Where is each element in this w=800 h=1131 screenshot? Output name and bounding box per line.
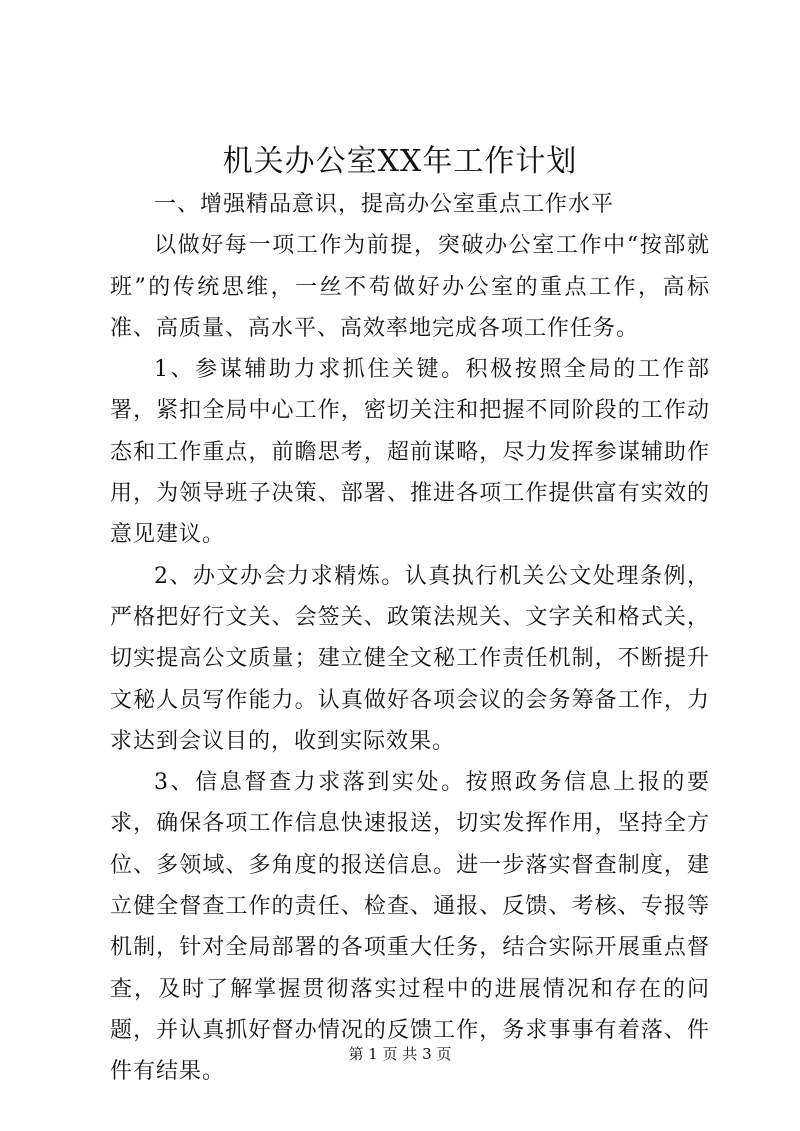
paragraph-item-3: 3、信息督查力求落到实处。按照政务信息上报的要求，确保各项工作信息快速报送，切实发挥作用，坚持全方位、多领域、多角度的报送信息。进一步落实督查制度，建立健全督查工作的责任、检查、通报、反馈、考核、专报等机制，针对全局部署的各项重大任务，结合实际开展重点督查，及时了解掌握贯彻落实过程中的进展情况和存在的问题，并认真抓好督办情况的反馈工作，务求事事有着落、件件有结果。 [110,770,710,1085]
paragraph-intro: 以做好每一项工作为前提，突破办公室工作中“按部就班”的传统思维，一丝不苟做好办公室的重点工作，高标准、高质量、高水平、高效率地完成各项工作任务。 [110,233,710,341]
document-title: 机关办公室XX年工作计划 [222,144,578,179]
paragraph-item-1: 1、参谋辅助力求抓住关键。积极按照全局的工作部署，紧扣全局中心工作，密切关注和把握不同阶段的工作动态和工作重点，前瞻思考，超前谋略，尽力发挥参谋辅助作用，为领导班子决策、部署、推进各项工作提供富有实效的意见建议。 [110,357,710,548]
page-footer: 第 1 页 共 3 页 [348,1045,452,1063]
document-body [110,184,710,1093]
paragraph-item-2: 2、办文办会力求精炼。认真执行机关公文处理条例，严格把好行文关、会签关、政策法规关、文字关和格式关，切实提高公文质量；建立健全文秘工作责任机制，不断提升文秘人员写作能力。认真做好各项会议的会务筹备工作，力求达到会议目的，收到实际效果。 [110,563,710,754]
section-heading: 一、增强精品意识，提高办公室重点工作水平 [154,192,615,217]
